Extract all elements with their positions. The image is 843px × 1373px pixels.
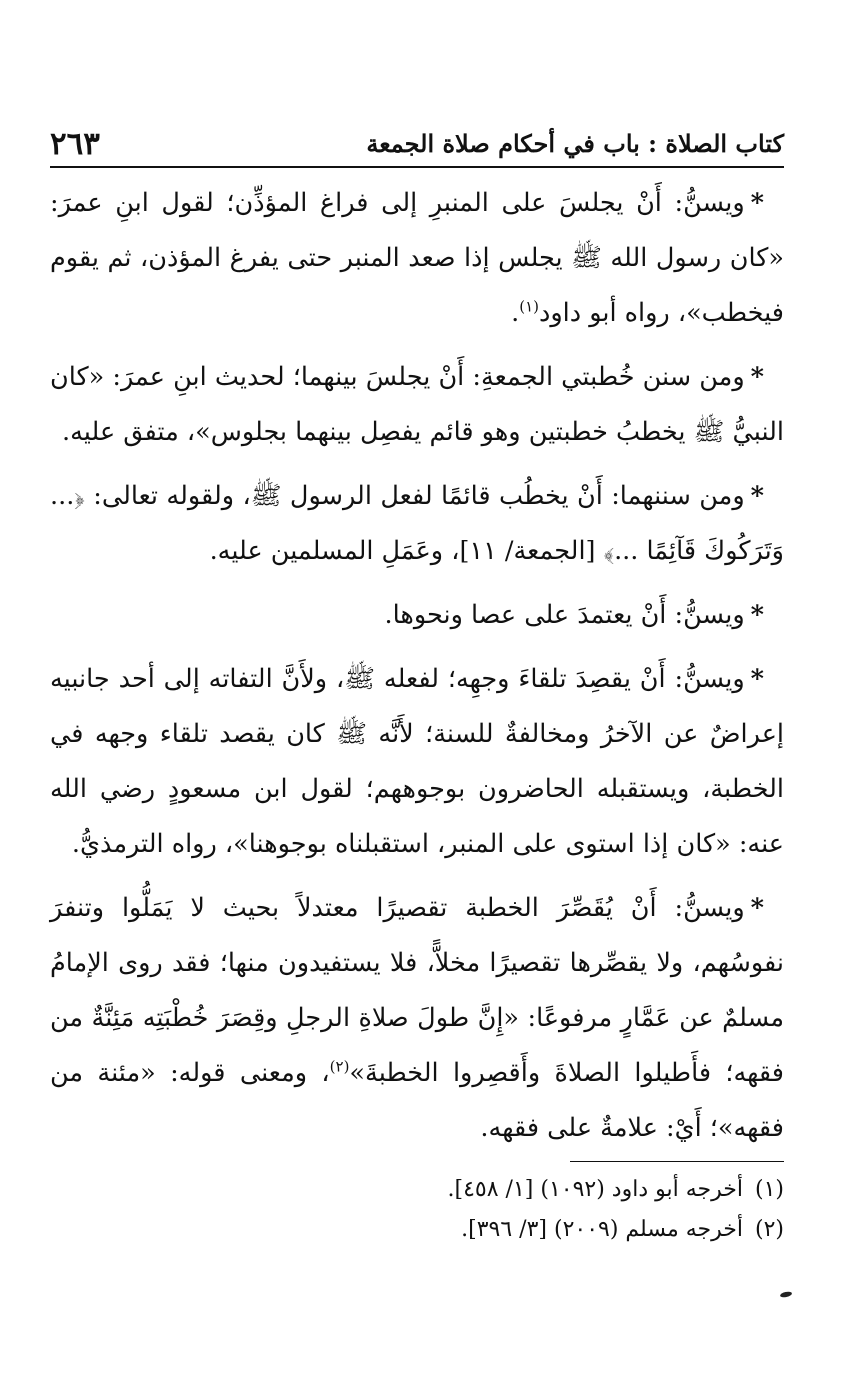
paragraph-short-sermon <box>50 881 784 1156</box>
paragraph-text: ويسنُّ: أَنْ يُقَصِّرَ الخطبة تقصيرًا معتدلاً بحيث لا يَمَلُّوا وتنفرَ نفوسُهم، ولا يقصِّرها تقصيرًا مخلاًّ، فلا يستفيدون منها؛ فقد روى الإمامُ مسلمٌ عن عَمَّارٍ مرفوعًا: «إِنَّ طولَ صلاةِ الرجلِ وقِصَرَ خُطْبَتِه مَئِنَّةٌ من فقهه؛ فأَطيلوا الصلاةَ وأَقصِروا الخطبةَ» <box>50 893 784 1088</box>
star-bullet: * <box>750 664 764 694</box>
paragraph-text: ويسنُّ: أَنْ يقصِدَ تلقاءَ وجهِه؛ لفعله ﷺ، ولأَنَّ التفاته إلى أحد جانبيه إعراضٌ عن الآخرُ ومخالفةٌ للسنة؛ لأَنَّه ﷺ كان يقصد تلقاء وجهه في الخطبة، ويستقبله الحاضرون بوجوههم؛ لقول ابن مسعودٍ رضي الله عنه: «كان إذا استوى على المنبر، استقبلناه بوجوهنا»، رواه الترمذيُّ. <box>50 664 784 859</box>
paragraph-leaning-on-staff <box>50 588 784 643</box>
paragraph-text: ويسنُّ: أَنْ يعتمدَ على عصا ونحوها. <box>384 600 745 630</box>
paragraph-sitting-between-sermons <box>50 350 784 460</box>
paragraph-text: ومن سنن خُطبتي الجمعةِ: أَنْ يجلسَ بينهما؛ لحديث ابنِ عمرَ: «كان النبيُّ ﷺ يخطبُ خطبتين وهو قائم يفصِل بينهما بجلوس»، متفق عليه. <box>50 362 784 447</box>
paragraph-facing-forward <box>50 652 784 872</box>
footnote <box>50 1212 784 1248</box>
star-bullet: * <box>750 893 764 923</box>
running-title: كتاب الصلاة : باب في أحكام صلاة الجمعة <box>366 129 784 158</box>
main-text <box>50 176 784 1165</box>
star-bullet: * <box>750 188 764 218</box>
footnote-reference: (٢) <box>329 1057 350 1076</box>
footnote-number: (٢) <box>754 1217 784 1242</box>
paragraph-text: ويسنُّ: أَنْ يجلسَ على المنبرِ إلى فراغ المؤذِّن؛ لقول ابنِ عمرَ: «كان رسول الله ﷺ يجلس إذا صعد المنبر حتى يفرغ المؤذن، ثم يقوم فيخطب»، رواه أبو داود <box>50 188 784 328</box>
footnotes <box>50 1172 784 1252</box>
footnote-number: (١) <box>754 1177 784 1202</box>
paragraph-tail: ، ومعنى قوله: «مئنة من فقهه»؛ أَيْ: علامةٌ على فقهه. <box>50 1058 784 1143</box>
footnote <box>50 1172 784 1208</box>
footnote-reference: (١) <box>519 297 539 316</box>
footnote-text: أخرجه أبو داود (١٠٩٢) [١/ ٤٥٨]. <box>447 1177 743 1202</box>
paragraph-standing-sermon <box>50 469 784 579</box>
ink-mark <box>780 1291 793 1298</box>
paragraph-tail: . <box>511 298 520 328</box>
star-bullet: * <box>750 362 764 392</box>
footnote-separator <box>570 1161 784 1162</box>
footnote-text: أخرجه مسلم (٢٠٠٩) [٣/ ٣٩٦]. <box>461 1217 743 1242</box>
paragraph-sitting-on-minbar <box>50 176 784 341</box>
paragraph-text: ومن سننهما: أَنْ يخطُب قائمًا لفعل الرسول ﷺ، ولقوله تعالى: ﴿... وَتَرَكُوكَ قَآئِمًا ...﴾ [الجمعة/ ١١]، وعَمَلِ المسلمين عليه. <box>50 481 784 566</box>
page-number: ٢٦٣ <box>50 126 100 162</box>
star-bullet: * <box>750 481 764 511</box>
page-header <box>50 122 784 168</box>
star-bullet: * <box>750 600 764 630</box>
